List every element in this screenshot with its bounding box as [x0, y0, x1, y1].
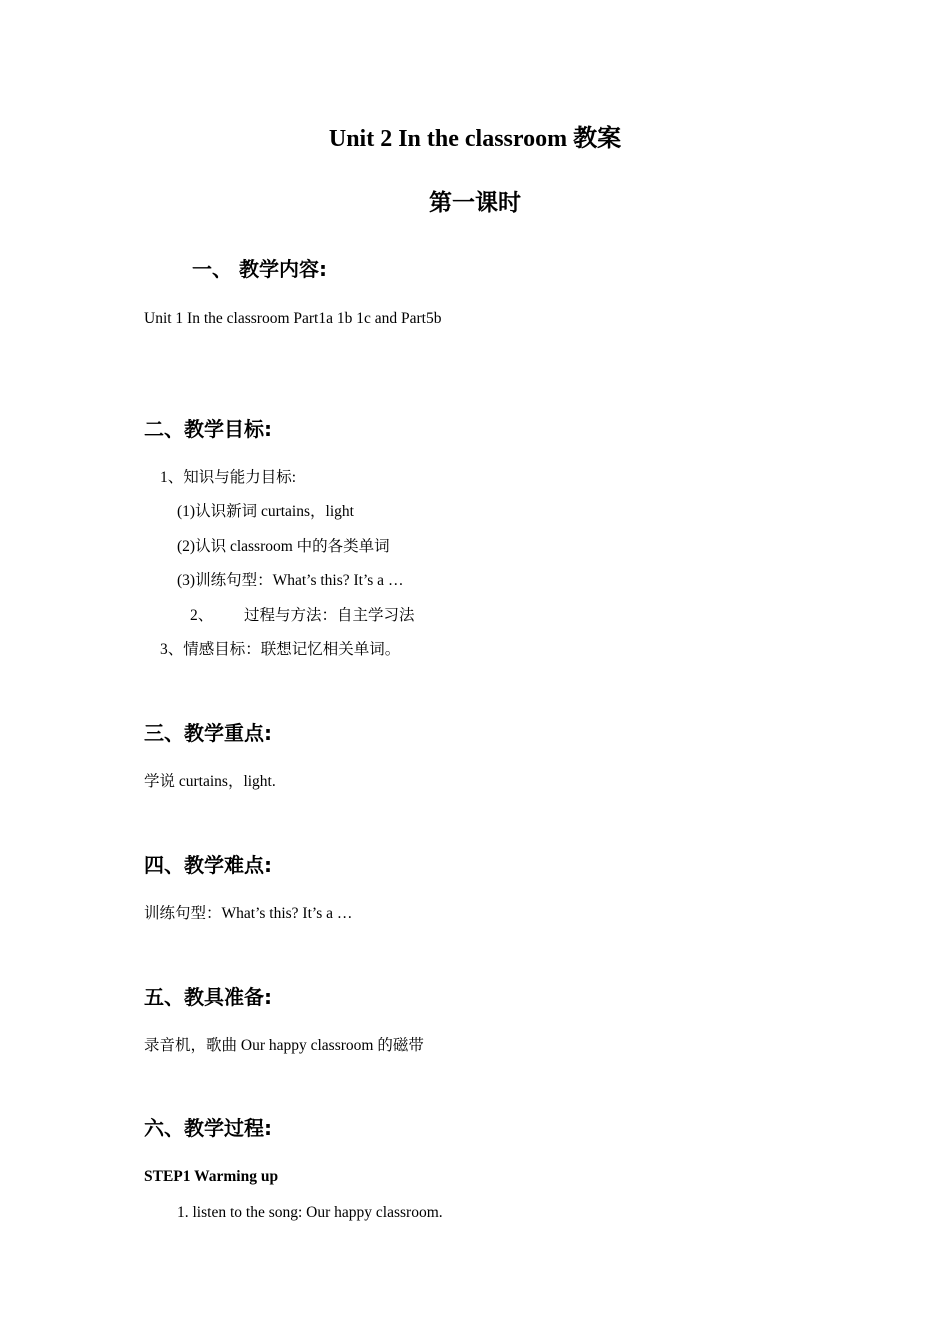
objective-item: (1)认识新词 curtains，light	[177, 503, 354, 520]
section-heading: 三、教学重点:	[144, 721, 272, 745]
step-heading: STEP1 Warming up	[144, 1168, 279, 1185]
objective-item: (3)训练句型：What’s this? It’s a …	[177, 572, 404, 589]
objective-number: 2、	[190, 607, 214, 624]
section-heading: 二、教学目标:	[144, 417, 272, 441]
step-item: 1. listen to the song: Our happy classroom.	[177, 1204, 443, 1221]
document-subtitle: 第一课时	[429, 190, 521, 216]
objective-item: 3、情感目标：联想记忆相关单词。	[160, 641, 401, 658]
section-body: 录音机，歌曲 Our happy classroom 的磁带	[144, 1037, 424, 1054]
section-body: 训练句型：What’s this? It’s a …	[144, 905, 353, 922]
section-heading: 四、教学难点:	[144, 853, 272, 877]
section-body: 学说 curtains，light.	[144, 773, 276, 790]
objective-item: (2)认识 classroom 中的各类单词	[177, 538, 390, 555]
document-title: Unit 2 In the classroom 教案	[328, 126, 622, 152]
section-heading: 五、教具准备:	[144, 985, 272, 1009]
section-body: Unit 1 In the classroom Part1a 1b 1c and Part5b	[144, 310, 442, 327]
section-heading: 六、教学过程:	[144, 1116, 272, 1140]
section-heading: 一、 教学内容:	[192, 257, 327, 281]
objective-item: 1、知识与能力目标:	[160, 469, 297, 486]
objective-item: 过程与方法：自主学习法	[244, 607, 415, 624]
